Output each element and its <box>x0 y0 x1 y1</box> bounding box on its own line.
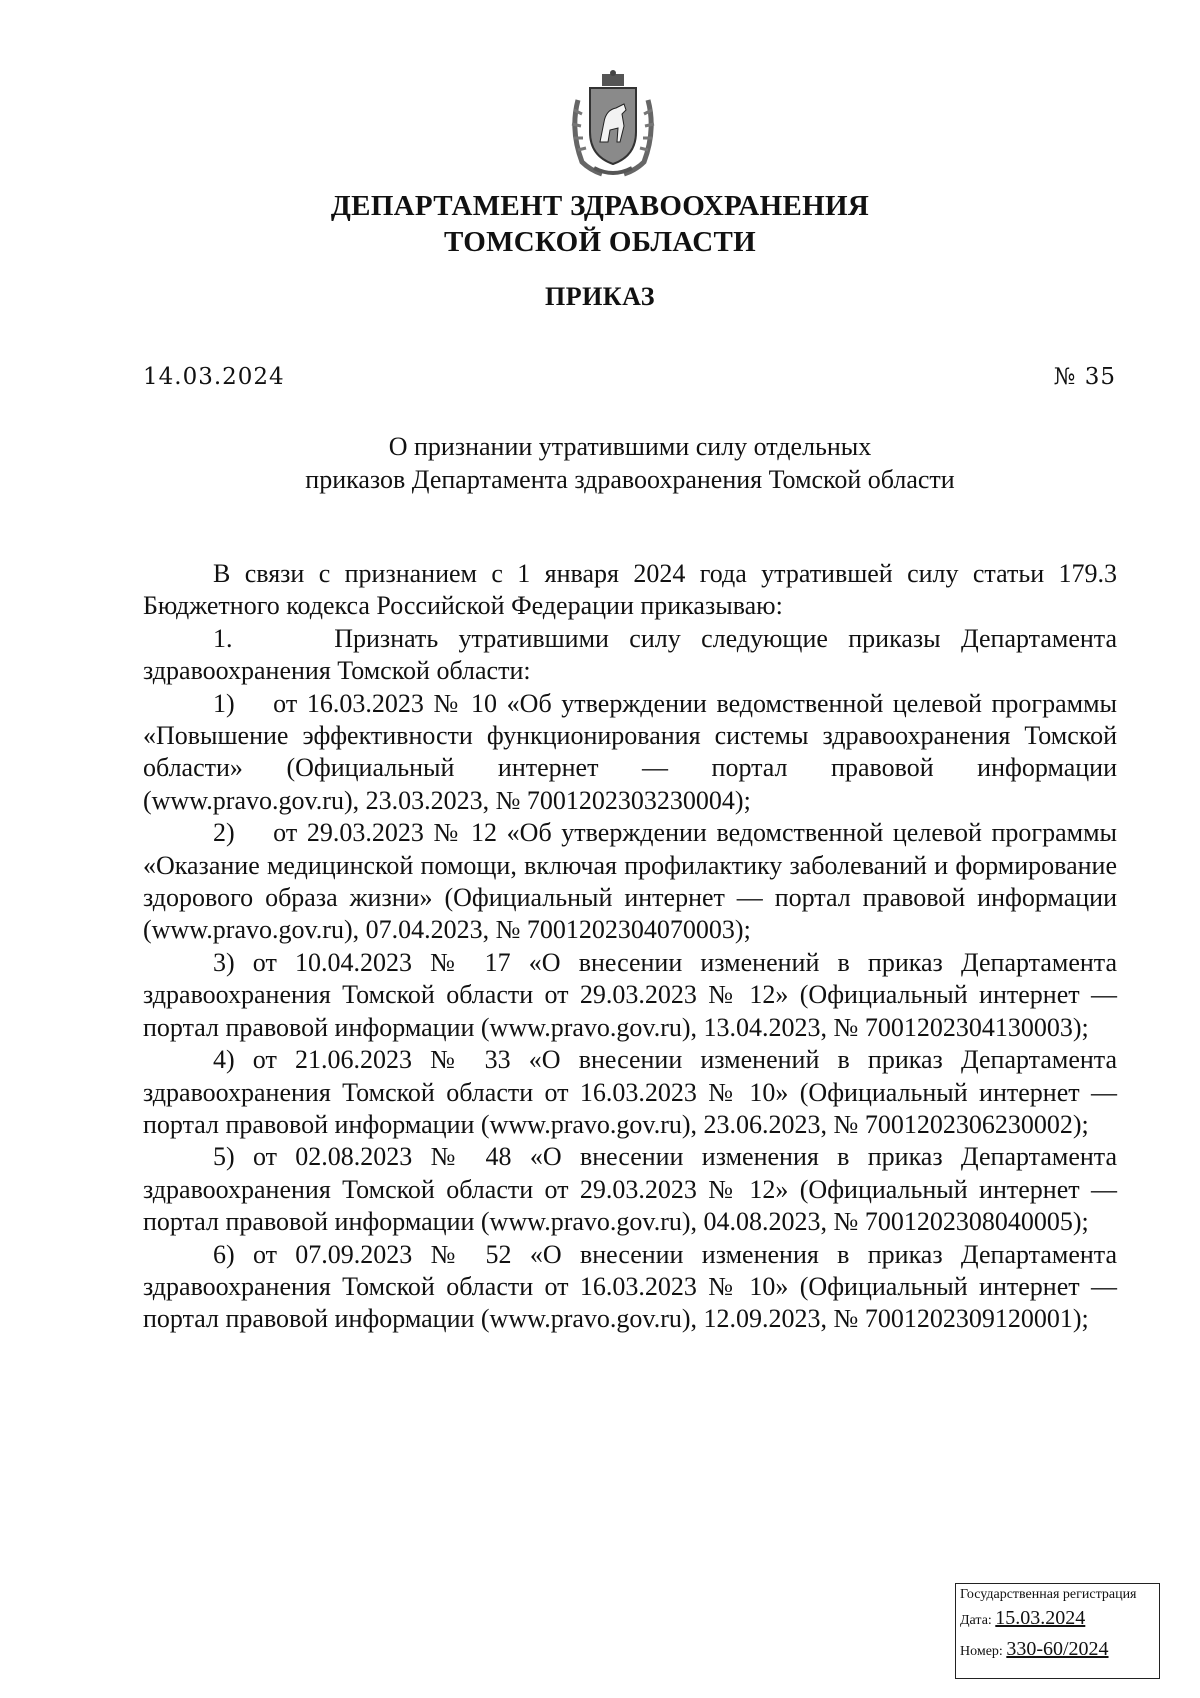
item-1-paragraph: 1. Признать утратившими силу следующие приказы Департамента здравоохранения Томской области: <box>143 623 1117 686</box>
subitem-paragraph: 6) от 07.09.2023 № 52 «О внесении изменения в приказ Департамента здравоохранения Томской области от 16.03.2023 № 10» (Официальный интернет — портал правовой информации (www.pravo.gov.ru), 12.09.2023, № 7001202309120001); <box>143 1239 1117 1334</box>
subitem-paragraph: 5) от 02.08.2023 № 48 «О внесении изменения в приказ Департамента здравоохранения Томской области от 29.03.2023 № 12» (Официальный интернет — портал правовой информации (www.pravo.gov.ru), 04.08.2023, № 7001202308040005); <box>143 1142 1117 1237</box>
registration-number-value: 330-60/2024 <box>1006 1638 1109 1660</box>
subitem-paragraph: 1) от 16.03.2023 № 10 «Об утверждении ведомственной целевой программы «Повышение эффективности функционирования системы здравоохранения Томской области» (Официальный интернет — портал правовой информации (www.pravo.gov.ru), 23.03.2023, № 7001202303230004); <box>143 688 1117 815</box>
order-body <box>143 558 1117 1336</box>
subitem-paragraph: 3) от 10.04.2023 № 17 «О внесении изменений в приказ Департамента здравоохранения Томской области от 29.03.2023 № 12» (Официальный интернет — портал правовой информации (www.pravo.gov.ru), 13.04.2023, № 7001202304130003); <box>143 947 1117 1042</box>
subject-line2: приказов Департамента здравоохранения Томской области <box>305 465 955 494</box>
order-subject <box>0 430 1200 496</box>
order-date: 14.03.2024 <box>143 364 285 390</box>
registration-date-label: Дата: <box>960 1613 992 1628</box>
subject-line1: О признании утратившими силу отдельных <box>388 432 872 461</box>
registration-title: Государственная регистрация <box>960 1587 1137 1602</box>
document-type-title: ПРИКАЗ <box>544 282 656 311</box>
order-number: № 35 <box>1053 364 1116 390</box>
registration-date-value: 15.03.2024 <box>995 1607 1086 1629</box>
registration-number-label: Номер: <box>960 1644 1003 1659</box>
preamble-paragraph: В связи с признанием с 1 января 2024 года утратившей силу статьи 179.3 Бюджетного кодекса Российской Федерации приказываю: <box>143 559 1117 621</box>
coat-of-arms-emblem <box>568 70 658 180</box>
registration-stamp <box>955 1583 1160 1679</box>
registration-number-row <box>960 1635 1155 1666</box>
subitem-paragraph: 2) от 29.03.2023 № 12 «Об утверждении ведомственной целевой программы «Оказание медицинской помощи, включая профилактику заболеваний и формирование здорового образа жизни» (Официальный интернет — портал правовой информации (www.pravo.gov.ru), 07.04.2023, № 7001202304070003); <box>143 818 1117 945</box>
department-title-line2: ТОМСКОЙ ОБЛАСТИ <box>444 226 756 258</box>
subitem-paragraph: 4) от 21.06.2023 № 33 «О внесении изменений в приказ Департамента здравоохранения Томской области от 16.03.2023 № 10» (Официальный интернет — портал правовой информации (www.pravo.gov.ru), 23.06.2023, № 7001202306230002); <box>143 1045 1117 1139</box>
registration-date-row <box>960 1604 1155 1635</box>
department-title-line1: ДЕПАРТАМЕНТ ЗДРАВООХРАНЕНИЯ <box>330 190 870 222</box>
